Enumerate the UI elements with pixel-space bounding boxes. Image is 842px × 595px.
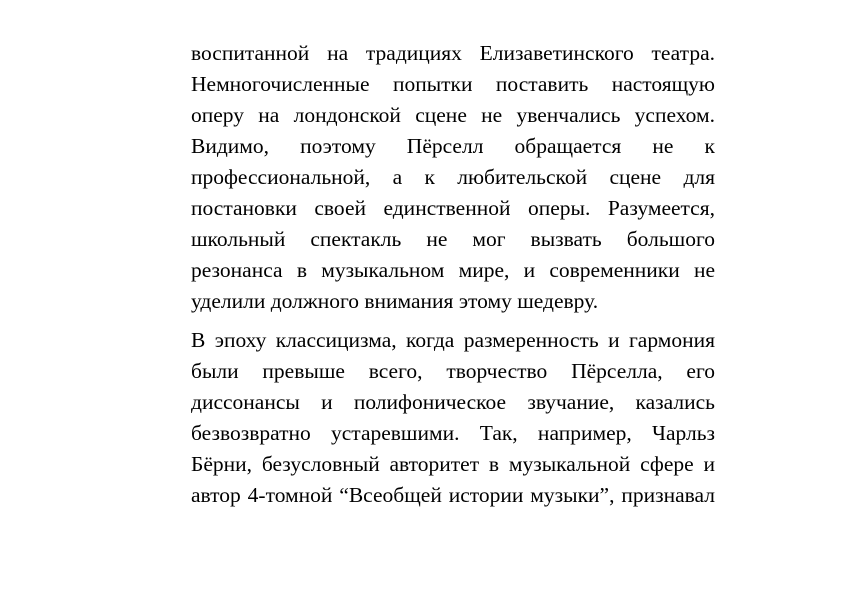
text-line: В эпоху классицизма, когда размеренность и гармония [191, 328, 715, 352]
text-line: оперу на лондонской сцене не увенчались успехом. [191, 103, 715, 127]
paragraph [191, 38, 715, 317]
text-line: воспитанной на традициях Елизаветинского театра. [191, 41, 715, 65]
text-line: Бёрни, безусловный авторитет в музыкальной сфере и [191, 452, 715, 476]
text-line: автор 4-томной “Всеобщей истории музыки”, признавал [191, 483, 715, 507]
text-line: диссонансы и полифоническое звучание, казались [191, 390, 715, 414]
text-line: уделили должного внимания этому шедевру. [191, 289, 599, 313]
body-text [191, 38, 715, 511]
text-line: были превыше всего, творчество Пёрселла, его [191, 359, 715, 383]
text-line: Видимо, поэтому Пёрселл обращается не к [191, 134, 715, 158]
text-line: резонанса в музыкальном мире, и современники не [191, 258, 715, 282]
text-line: школьный спектакль не мог вызвать большого [191, 227, 715, 251]
paragraph-spacing [191, 317, 715, 325]
text-line: Немногочисленные попытки поставить настоящую [191, 72, 715, 96]
text-line: постановки своей единственной оперы. Разумеется, [191, 196, 715, 220]
text-line: профессиональной, а к любительской сцене для [191, 165, 715, 189]
paragraph [191, 325, 715, 511]
text-line: безвозвратно устаревшими. Так, например, Чарльз [191, 421, 715, 445]
